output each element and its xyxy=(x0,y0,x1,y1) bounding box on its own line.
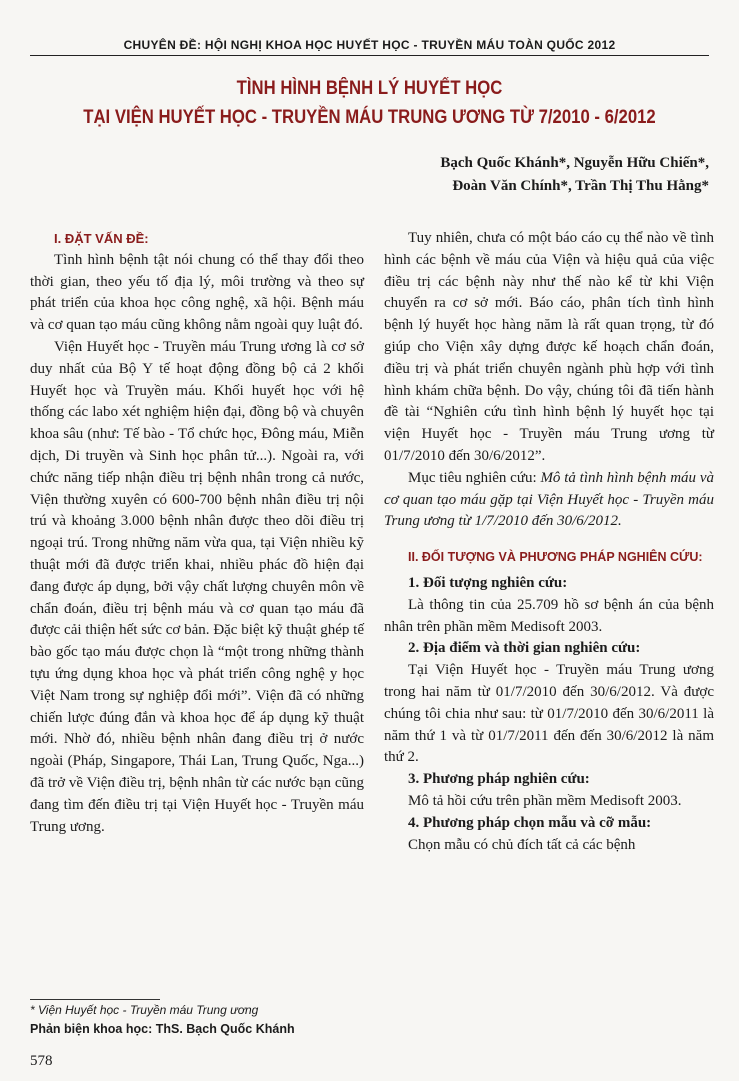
intro-paragraph-2: Viện Huyết học - Truyền máu Trung ương là cơ sở duy nhất của Bộ Y tế hoạt động đồng bộ cả 2 khối Huyết học và Truyền máu. Khối huyết học với hệ thống các labo xét nghiệm hiện đại, đồng bộ và chuyên khoa sâu (như: Tế bào - Tổ chức học, Đông máu, Miễn dịch, Di truyền và Sinh học phân tử...). Ngoài ra, với chức năng tiếp nhận điều trị bệnh nhân trong cả nước, Viện thường xuyên có 600-700 bệnh nhân điều trị nội trú và khoảng 3.000 bệnh nhân được theo dõi điều trị ngoại trú. Trong những năm vừa qua, tại Viện nhiều kỹ thuật mới đã được triển khai, nhiều phác đồ hiện đại đang được áp dụng, bởi vậy chất lượng chuyên môn về chẩn đoán, điều trị bệnh máu và cơ quan tạo máu đã được cải thiện hết sức cơ bản. Đặc biệt kỹ thuật ghép tế bào gốc tạo máu được chọn là “một trong những thành tựu ứng dụng khoa học và phát triển công nghệ y học Việt Nam trong sự nghiệp đổi mới”. Viện đã có những chiến lược đúng đắn và khoa học để áp dụng kỹ thuật mới. Nhờ đó, nhiều bệnh nhân đang điều trị ở nước ngoài (Pháp, Singapore, Thái Lan, Trung Quốc, Nga...) đã trở về Viện điều trị, bệnh nhân từ các nước bạn cũng đang tìm đến điều trị tại Viện Huyết học - Truyền máu Trung ương. xyxy=(30,338,364,835)
article-title xyxy=(71,74,669,132)
research-objective xyxy=(384,468,714,533)
title-line-1: TÌNH HÌNH BỆNH LÝ HUYẾT HỌC xyxy=(236,78,503,99)
method-text: Mô tả hồi cứu trên phần mềm Medisoft 2003. xyxy=(408,792,682,809)
reviewer-note: Phản biện khoa học: ThS. Bạch Quốc Khánh xyxy=(30,1022,295,1036)
subheading-sampling: 4. Phương pháp chọn mẫu và cỡ mẫu: xyxy=(408,814,652,831)
authors-line-2: Đoàn Văn Chính*, Trần Thị Thu Hằng* xyxy=(452,178,709,194)
authors-line-1: Bạch Quốc Khánh*, Nguyễn Hữu Chiến*, xyxy=(440,155,709,171)
title-line-2: TẠI VIỆN HUYẾT HỌC - TRUYỀN MÁU TRUNG ƯƠNG TỪ 7/2010 - 6/2012 xyxy=(83,107,656,128)
footnote-divider xyxy=(30,999,160,1000)
subheading-subjects: 1. Đối tượng nghiên cứu: xyxy=(408,574,568,591)
page-number: 578 xyxy=(30,1053,53,1069)
objective-label: Mục tiêu nghiên cứu: xyxy=(408,469,541,486)
affiliation-footnote: * Viện Huyết học - Truyền máu Trung ương xyxy=(30,1003,259,1017)
objective-text: Mô tả tình hình bệnh máu và cơ quan tạo máu gặp tại Viện Huyết học - Truyền máu Trung ương từ 1/7/2010 đến 30/6/2012. xyxy=(384,469,714,530)
authors xyxy=(440,152,709,198)
section-heading-methods: II. ĐỐI TƯỢNG VÀ PHƯƠNG PHÁP NGHIÊN CỨU: xyxy=(408,550,703,565)
subheading-method: 3. Phương pháp nghiên cứu: xyxy=(408,771,590,788)
running-header: CHUYÊN ĐỀ: HỘI NGHỊ KHOA HỌC HUYẾT HỌC - TRUYỀN MÁU TOÀN QUỐC 2012 xyxy=(30,38,709,56)
left-column xyxy=(30,228,364,838)
subheading-location-time: 2. Địa điểm và thời gian nghiên cứu: xyxy=(408,640,641,657)
intro-paragraph-1: Tình hình bệnh tật nói chung có thể thay đổi theo thời gian, theo yếu tố địa lý, môi trường và theo sự phát triển của khoa học công nghệ, xã hội. Bệnh máu và cơ quan tạo máu cũng không nằm ngoài quy luật đó. xyxy=(30,251,364,334)
right-column xyxy=(384,228,714,856)
sampling-text: Chọn mẫu có chủ đích tất cả các bệnh xyxy=(408,836,636,853)
intro-paragraph-3: Tuy nhiên, chưa có một báo cáo cụ thể nào về tình hình các bệnh về máu của Viện và hiệu quả của việc điều trị các bệnh này như thế nào kể từ khi Viện chuyển ra cơ sở mới. Báo cáo, phân tích tình hình bệnh lý huyết học hàng năm là rất quan trọng, từ đó giúp cho Viện xây dựng được kế hoạch chẩn đoán, điều trị và phát triển chuyên ngành phù hợp với tình hình khám chữa bệnh. Do vậy, chúng tôi đã tiến hành đề tài “Nghiên cứu tình hình bệnh lý huyết học tại viện Huyết học - Truyền máu Trung ương từ 01/7/2010 đến 30/6/2012”. xyxy=(384,230,714,464)
location-time-text: Tại Viện Huyết học - Truyền máu Trung ương trong hai năm từ 01/7/2010 đến 30/6/2012. Và được chúng tôi chia như sau: từ 01/7/2010 đến 30/6/2011 là năm thứ 1 và từ 01/7/2011 đến đến 30/6/2012 là năm thứ 2. xyxy=(384,662,714,766)
section-heading-introduction: I. ĐẶT VẤN ĐỀ: xyxy=(54,231,149,246)
subjects-text: Là thông tin của 25.709 hồ sơ bệnh án của bệnh nhân trên phần mềm Medisoft 2003. xyxy=(384,596,714,635)
